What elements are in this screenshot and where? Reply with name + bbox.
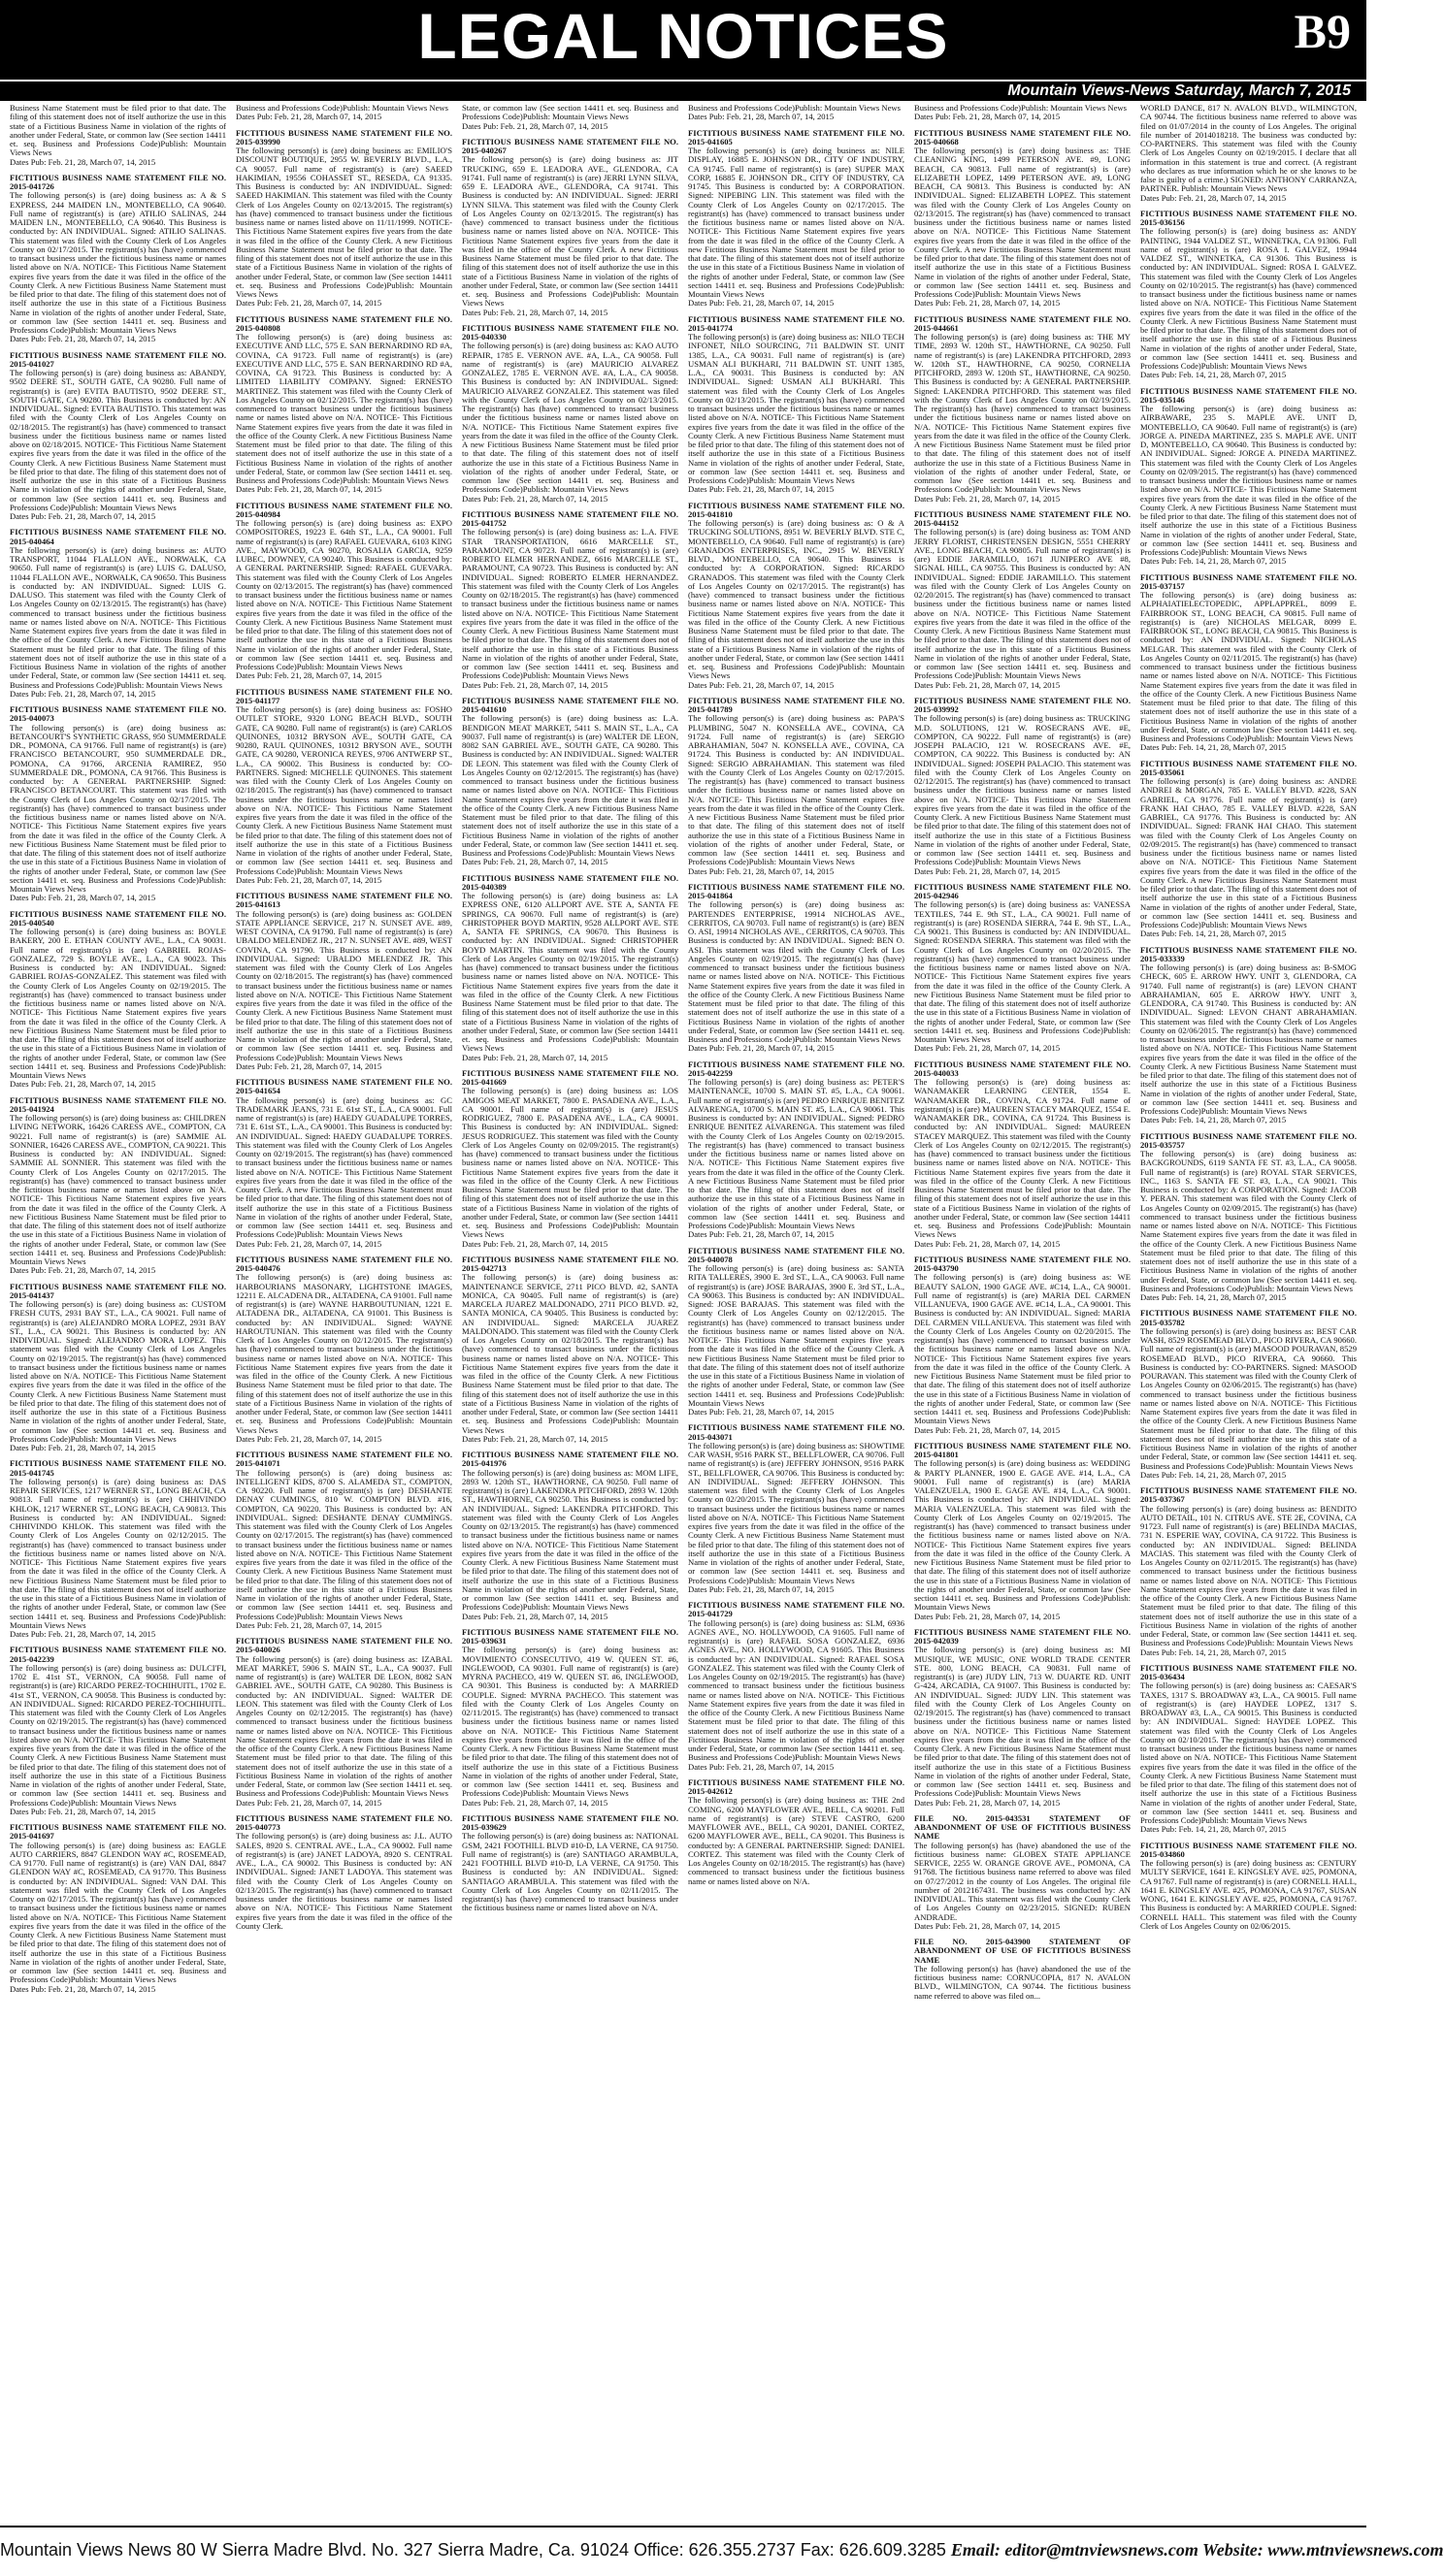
notice-publication-dates: Dates Pub: Feb. 21, 28, March 07, 14, 2015 (462, 857, 608, 867)
notice-body-text: The following person(s) is (are) doing business as: PETER'S MAINTENANCE, 10700 S. MAIN ST. #5, L.A., CA 90061. Full name of registrant(s) is (are) PEDRO ENRIQUE BENITEZ ALVARENGA, 10700 S. MAIN ST. #5, L.A., CA 90061. This Business is conducted by: AN INDIVIDUAL. Signed: PEDRO ENRIQUE BENITEZ ALVARENGA. This statement was filed with the County Clerk of Los Angeles County on 02/19/2015. The registrant(s) has (have) commenced to transact business under the fictitious business name or names listed above on N/A. NOTICE- This Fictitious Name Statement expires five years from the date it was filed in the office of the County Clerk. A new Fictitious Business Name Statement must be filed prior to that date. The filing of this statement does not of itself authorize the use in this state of a Fictitious Business Name in violation of the rights of another under Federal, State, or common law (See section 14411 et. seq. Business and Professions Code)Publish: Mountain Views News (688, 1077, 904, 1230)
legal-notice (1140, 1132, 1357, 1303)
legal-notice (914, 1628, 1131, 1808)
notice-heading: FICTITIOUS BUSINESS NAME STATEMENT FILE NO. 2015-042259 (688, 1059, 904, 1078)
notice-publication-dates: Dates Pub: Feb. 21, 28, March 07, 14, 2015 (688, 865, 835, 876)
notice-heading: FICTITIOUS BUSINESS NAME STATEMENT FILE NO. 2015-039629 (462, 1812, 678, 1832)
notice-heading: FICTITIOUS BUSINESS NAME STATEMENT FILE NO. 2015-041789 (688, 695, 904, 714)
legal-notice (462, 1069, 678, 1249)
notice-body-text: The following person(s) is (are) doing business as: EMILIO'S DISCOUNT BOUTIQUE, 2955 W. BEVERLY BLVD., L.A., CA 90057. Full name of registrant(s) is (are) SAEED HAKIMIAN, 19556 COHASSET ST., RESEDA, CA 91335. This Business is conducted by: AN INDIVIDUAL. Signed: SAEED HAKIMIAN. This statement was filed with the County Clerk of Los Angeles County on 02/13/2015. The registrant(s) has (have) commenced to transact business under the fictitious business name or names listed above on 11/11/1999. NOTICE- This Fictitious Name Statement expires five years from the date it was filed in the office of the County Clerk. A new Fictitious Business Name Statement must be filed prior to that date. The filing of this statement does not of itself authorize the use in this state of a Fictitious Business Name in violation of the rights of another under Federal, State, or common law (See section 14411 et. seq. Business and Professions Code)Publish: Mountain Views News (236, 146, 452, 299)
notice-publication-dates: Dates Pub: Feb. 21, 28, March 07, 14, 2015 (10, 511, 156, 521)
notice-body-text: The following person(s) is (are) doing business as: B-SMOG CHECK, 605 E. ARROW HWY. UNIT 3, GLENDORA, CA 91740. Full name of registrant(s) is (are) LEVON CHANT ABRAHAMIAN, 605 E. ARROW HWY. UNIT 3, GLENDORA, CA 91740. This Business is conducted by: AN INDIVIDUAL. Signed: LEVON CHANT ABRAHAMIAN. This statement was filed with the County Clerk of Los Angeles County on 02/06/2015. The registrant(s) has (have) commenced to transact business under the fictitious business name or names listed above on N/A. NOTICE- This Fictitious Name Statement expires five years from the date it was filed in the office of the County Clerk. A new Fictitious Business Name Statement must be filed prior to that date. The filing of this statement does not of itself authorize the use in this state of a Fictitious Business Name in violation of the rights of another under Federal, State, or common law (See section 14411 et. seq. Business and Professions Code)Publish: Mountain Views News (1140, 962, 1357, 1116)
notice-body-text: The following person(s) is (are) doing business as: KAO AUTO REPAIR, 1785 E. VERNON AVE. #A, L.A., CA 90058. Full name of registrant(s) is (are) MAURICIO ALVAREZ GONZALEZ, 1785 E. VERNON AVE. #A, L.A., CA 90058. This Business is conducted by: AN INDIVIDUAL. Signed: MAURICIO ALVAREZ GONZALEZ. This statement was filed with the County Clerk of Los Angeles County on 02/13/2015. The registrant(s) has (have) commenced to transact business under the fictitious business name or names listed above on N/A. NOTICE- This Fictitious Name Statement expires five years from the date it was filed in the office of the County Clerk. A new Fictitious Business Name Statement must be filed prior to that date. The filing of this statement does not of itself authorize the use in this state of a Fictitious Business Name in violation of the rights of another under Federal, State, or common law (See section 14411 et. seq. Business and Professions Code)Publish: Mountain Views News (462, 341, 678, 495)
legal-notice (914, 129, 1131, 309)
notice-publication-dates: Dates Pub: Feb. 21, 28, March 07, 14, 2015 (914, 493, 1061, 504)
notice-heading: FICTITIOUS BUSINESS NAME STATEMENT FILE NO. 2015-035782 (1140, 1308, 1357, 1327)
notice-heading: FICTITIOUS BUSINESS NAME STATEMENT FILE NO. 2015-040984 (236, 500, 452, 519)
legal-notice (462, 1814, 678, 1913)
legal-notice (236, 1255, 452, 1444)
notice-publication-dates: Dates Pub: Feb. 21, 28, March 07, 14, 2015 (914, 298, 1061, 309)
notice-body-text: The following person(s) is (are) doing business as: L.A. FIVE STAR TRANSPORTATION, 6616 MARCELLE ST., PARAMOUNT, CA 90723. Full name of registrant(s) is (are) ROBERTO ELMER HERNANDEZ, 6616 MARCELLE ST., PARAMOUNT, CA 90723. This Business is conducted by: AN INDIVIDUAL. Signed: ROBERTO ELMER HERNANDEZ. This statement was filed with the County Clerk of Los Angeles County on 02/18/2015. The registrant(s) has (have) commenced to transact business under the fictitious business name or names listed above on N/A. NOTICE- This Fictitious Name Statement expires five years from the date it was filed in the office of the County Clerk. A new Fictitious Business Name Statement must be filed prior to that date. The filing of this statement does not of itself authorize the use in this state of a Fictitious Business Name in violation of the rights of another under Federal, State, or common law (See section 14411 et. seq. Business and Professions Code)Publish: Mountain Views News (462, 527, 678, 681)
legal-notice (462, 510, 678, 690)
notice-publication-dates: Dates Pub: Feb. 14, 21, 28, March 07, 2015 (1140, 1824, 1287, 1835)
notice-publication-dates: Dates Pub: Feb. 21, 28, March 07, 14, 2015 (10, 334, 156, 344)
notice-heading: FILE NO. 2015-043900 STATEMENT OF ABANDONMENT OF USE OF FICTITIOUS BUSINESS NAME (914, 1937, 1131, 1965)
notice-body-text: The following person(s) is (are) doing business as: EXPO COMPOSITORES, 19223 E. 64th ST., L.A., CA 90001. Full name of registrant(s) is (are) RAFAEL GUEVARA, 6103 KING AVE., MAYWOOD, CA 90270, ROSALIA GARCIA, 9259 LUBEC, DOWNEY, CA 90240. This Business is conducted by: A GENERAL PARTNERSHIP. Signed: RAFAEL GUEVARA. This statement was filed with the County Clerk of Los Angeles County on 02/13/2015. The registrant(s) has (have) commenced to transact business under the fictitious business name or names listed above on N/A. NOTICE- This Fictitious Name Statement expires five years from the date it was filed in the office of the County Clerk. A new Fictitious Business Name Statement must be filed prior to that date. The filing of this statement does not of itself authorize the use in this state of a Fictitious Business Name in violation of the rights of another under Federal, State, or common law (See section 14411 et. seq. Business and Professions Code)Publish: Mountain Views News (236, 518, 452, 671)
legal-notice (10, 1646, 226, 1816)
notice-heading: FICTITIOUS BUSINESS NAME STATEMENT FILE NO. 2015-035146 (1140, 385, 1357, 405)
notice-publication-dates: Dates Pub: Feb. 21, 28, March 07, 14, 2015 (236, 1619, 382, 1630)
legal-notice (1140, 1486, 1357, 1657)
notice-body-text: The following person(s) is (are) doing business as: L.A. BENDIGON MEAT MARKET, 5411 S. MAIN ST., L.A., CA 90037. Full name of registrant(s) is (are) WALTER DE LEON, 8082 SAN GABRIEL AVE., SOUTH GATE, CA 90280. This Business is conducted by: AN INDIVIDUAL. Signed: WALTER DE LEON. This statement was filed with the County Clerk of Los Angeles County on 02/12/2015. The registrant(s) has (have) commenced to transact business under the fictitious business name or names listed above on N/A. NOTICE- This Fictitious Name Statement expires five years from the date it was filed in the office of the County Clerk. A new Fictitious Business Name Statement must be filed prior to that date. The filing of this statement does not of itself authorize the use in this state of a Fictitious Business Name in violation of the rights of another under Federal, State, or common law (See section 14411 et. seq. Business and Professions Code)Publish: Mountain Views News (462, 713, 678, 858)
legal-notice (914, 1255, 1131, 1435)
legal-notice (914, 315, 1131, 504)
notice-publication-dates: Dates Pub: Feb. 21, 28, March 07, 14, 2015 (462, 1611, 608, 1621)
notice-publication-dates: Dates Pub: Feb. 21, 28, March 07, 14, 2015 (688, 484, 835, 495)
notice-heading: FICTITIOUS BUSINESS NAME STATEMENT FILE NO. 2015-043071 (688, 1422, 904, 1442)
notice-body-text: Business and Professions Code)Publish: Mountain Views News (236, 103, 448, 113)
notice-body-text: The following person(s) is (are) doing business as: INTELLIGENT KIDS, 8700 S. ALAMEDA ST., COMPTON, CA 90220. Full name of registrant(s) is (are) DESHANTE DENAY CUMMINGS, 810 W. COMPTON BLVD. #16, COMPTON, CA 90220. This Business is conducted by: AN INDIVIDUAL. Signed: DESHANTE DENAY CUMMINGS. This statement was filed with the County Clerk of Los Angeles County on 02/17/2015. The registrant(s) has (have) commenced to transact business under the fictitious business name or names listed above on N/A. NOTICE- This Fictitious Name Statement expires five years from the date it was filed in the office of the County Clerk. A new Fictitious Business Name Statement must be filed prior to that date. The filing of this statement does not of itself authorize the use in this state of a Fictitious Business Name in violation of the rights of another under Federal, State, or common law (See section 14411 et. seq. Business and Professions Code)Publish: Mountain Views News (236, 1467, 452, 1621)
legal-notice (914, 510, 1131, 690)
legal-notice (914, 1938, 1131, 2001)
notice-publication-dates: Dates Pub: Feb. 14, 21, 28, March 07, 2015 (1140, 370, 1287, 380)
notice-publication-dates: Dates Pub: Feb. 21, 28, March 07, 14, 2015 (688, 1761, 835, 1772)
notice-publication-dates: Dates Pub: Feb. 21, 28, March 07, 14, 2015 (688, 1407, 835, 1417)
notice-heading: FICTITIOUS BUSINESS NAME STATEMENT FILE NO. 2015-040026 (236, 1636, 452, 1655)
notice-body-text: The following person(s) is (are) doing business as: THE MY TIME, 2893 W. 120th ST., HAWTHORNE, CA 90250. Full name of registrant(s) is (are) LAKENDRA PITCHFORD, 2893 W. 120th ST., HAWTHORNE, CA 90250, CORNELIA PITCHFORD, 2893 W. 120th ST., HAWTHORNE, CA 90250. This Business is conducted by: A GENERAL PARTNERSHIP. Signed: LAKENDRA PITCHFORD. This statement was filed with the County Clerk of Los Angeles County on 02/19/2015. The registrant(s) has (have) commenced to transact business under the fictitious business name or names listed above on N/A. NOTICE- This Fictitious Name Statement expires five years from the date it was filed in the office of the County Clerk. A new Fictitious Business Name Statement must be filed prior to that date. The filing of this statement does not of itself authorize the use in this state of a Fictitious Business Name in violation of the rights of another under Federal, State, or common law (See section 14411 et. seq. Business and Professions Code)Publish: Mountain Views News (914, 332, 1131, 495)
notice-heading: FICTITIOUS BUSINESS NAME STATEMENT FILE NO. 2015-042612 (688, 1777, 904, 1796)
notice-heading: FICTITIOUS BUSINESS NAME STATEMENT FILE NO. 2015-039990 (236, 127, 452, 147)
notice-body-text: The following person(s) is (are) doing business as: NATIONAL GSM, 2421 FOOTHILL BLVD #10-D, LA VERNE, CA 91750. Full name of registrant(s) is (are) SANTIAGO ARAMBULA, 2421 FOOTHILL BLVD #10-D, LA VERNE, CA 91750. This Business is conducted by: AN INDIVIDUAL. Signed: SANTIAGO ARAMBULA. This statement was filed with the County Clerk of Los Angeles County on 02/11/2015. The registrant(s) has (have) commenced to transact business under the fictitious business name or names listed above on N/A. (462, 1831, 678, 1913)
notice-body-text: The following person(s) is (are) doing business as: FOSHO OUTLET STORE, 9320 LONG BEACH BLVD., SOUTH GATE, CA 90280. Full name of registrant(s) is (are) CARLOS QUINONES, 10312 BRYSON AVE., SOUTH GATE, CA 90280, RAUL QUINONES, 10312 BRYSON AVE., SOUTH GATE, CA 90280, VERONICA REYES, 9706 ANTWERP ST., L.A., CA 90002. This Business is conducted by: CO-PARTNERS. Signed: MICHELLE QUINONES. This statement was filed with the County Clerk of Los Angeles County on 02/18/2015. The registrant(s) has (have) commenced to transact business under the fictitious business name or names listed above on N/A. NOTICE- This Fictitious Name Statement expires five years from the date it was filed in the office of the County Clerk. A new Fictitious Business Name Statement must be filed prior to that date. The filing of this statement does not of itself authorize the use in this state of a Fictitious Business Name in violation of the rights of another under Federal, State, or common law (See section 14411 et. seq. Business and Professions Code)Publish: Mountain Views News (236, 704, 452, 876)
legal-notice (1140, 760, 1357, 939)
notice-heading: FICTITIOUS BUSINESS NAME STATEMENT FILE NO. 2015-040540 (10, 908, 226, 928)
notice-publication-dates: Dates Pub: Feb. 21, 28, March 07, 14, 2015 (914, 1424, 1061, 1435)
notice-publication-dates: Dates Pub: Feb. 21, 28, March 07, 14, 2015 (236, 1797, 382, 1808)
legal-notice (688, 502, 904, 690)
legal-notice (688, 1060, 904, 1240)
notice-publication-dates: Dates Pub: Feb. 21, 28, March 07, 14, 2015 (462, 679, 608, 690)
notice-publication-dates: Dates Pub: Feb. 21, 28, March 07, 14, 2015 (462, 1797, 608, 1808)
notice-publication-dates: Dates Pub: Feb. 21, 28, March 07, 14, 2015 (236, 670, 382, 681)
notice-heading: FICTITIOUS BUSINESS NAME STATEMENT FILE NO. 2015-041810 (688, 500, 904, 519)
notice-heading: FICTITIOUS BUSINESS NAME STATEMENT FILE NO. 2015-043790 (914, 1254, 1131, 1273)
notice-body-text: The following person(s) is (are) doing business as: MAINTENANCE SERVICE, 2711 PICO BLVD. #2, SANTA MONICA, CA 90405. Full name of registrant(s) is (are) MARCELA JUAREZ MALDONADO, 2711 PICO BLVD. #2, SANTA MONICA, CA 90405. This Business is conducted by: AN INDIVIDUAL. Signed: MARCELA JUAREZ MALDONADO. This statement was filed with the County Clerk of Los Angeles County on 02/18/2015. The registrant(s) has (have) commenced to transact business under the fictitious business name or names listed above on N/A. NOTICE- This Fictitious Name Statement expires five years from the date it was filed in the office of the County Clerk. A new Fictitious Business Name Statement must be filed prior to that date. The filing of this statement does not of itself authorize the use in this state of a Fictitious Business Name in violation of the rights of another under Federal, State, or common law (See section 14411 et. seq. Business and Professions Code)Publish: Mountain Views News (462, 1272, 679, 1435)
legal-notice (462, 1255, 678, 1444)
notice-body-text: The following person(s) is (are) doing business as: DAS REPAIR SERVICES, 1217 WERNER ST., LONG BEACH, CA 90813. Full name of registrant(s) is (are) CHHIVINDO KHLOK, 1217 WERNER ST., LONG BEACH, CA 90813. This Business is conducted by: AN INDIVIDUAL. Signed: CHHIVINDO KHLOK. This statement was filed with the County Clerk of Los Angeles County on 02/12/2015. The registrant(s) has (have) commenced to transact business under the fictitious business name or names listed above on N/A. NOTICE- This Fictitious Name Statement expires five years from the date it was filed in the office of the County Clerk. A new Fictitious Business Name Statement must be filed prior to that date. The filing of this statement does not of itself authorize the use in this state of a Fictitious Business Name in violation of the rights of another under Federal, State, or common law (See section 14411 et. seq. Business and Professions Code)Publish: Mountain Views News (10, 1476, 226, 1630)
notice-publication-dates: Dates Pub: Feb. 21, 28, March 07, 14, 2015 (914, 1238, 1061, 1249)
notice-body-text: The following person(s) is (are) doing business as: ALPHAIATIELECTOPEDIC, APPLAPPREL, 8099 E. FAIRBROOK ST., LONG BEACH, CA 90815. Full name of registrant(s) is (are) NICHOLAS MELGAR, 8099 E. FAIRBROOK ST., LONG BEACH, CA 90815. This Business is conducted by: AN INDIVIDUAL. Signed: NICHOLAS MELGAR. This statement was filed with the County Clerk of Los Angeles County on 02/11/2015. The registrant(s) has (have) commenced to transact business under the fictitious business name or names listed above on N/A. NOTICE- This Fictitious Name Statement expires five years from the date it was filed in the office of the County Clerk. A new Fictitious Business Name Statement must be filed prior to that date. The filing of this statement does not of itself authorize the use in this state of a Fictitious Business Name in violation of the rights of another under Federal, State, or common law (See section 14411 et. seq. Business and Professions Code)Publish: Mountain Views News (1140, 590, 1357, 743)
notice-publication-dates: Dates Pub: Feb. 21, 28, March 07, 14, 2015 (462, 307, 608, 317)
notice-heading: FICTITIOUS BUSINESS NAME STATEMENT FILE NO. 2015-034860 (1140, 1840, 1357, 1859)
notice-publication-dates: Dates Pub: Feb. 21, 28, March 07, 14, 2015 (10, 1629, 156, 1639)
notice-body-text: The following person(s) is (are) doing business as: JIT TRUCKING, 659 E. LEADORA AVE., GLENDORA, CA 91741. Full name of registrant(s) is (are) JERRI LYNN SILVA, 659 E. LEADORA AVE., GLENDORA, CA 91741. This Business is conducted by: AN INDIVIDUAL. Signed: JERRI LYNN SILVA. This statement was filed with the County Clerk of Los Angeles County on 02/13/2015. The registrant(s) has (have) commenced to transact business under the fictitious business name or names listed above on N/A. NOTICE- This Fictitious Name Statement expires five years from the date it was filed in the office of the County Clerk. A new Fictitious Business Name Statement must be filed prior to that date. The filing of this statement does not of itself authorize the use in this state of a Fictitious Business Name in violation of the rights of another under Federal, State, or common law (See section 14411 et. seq. Business and Professions Code)Publish: Mountain Views News (462, 154, 678, 309)
legal-notice (236, 129, 452, 309)
notice-body-text: The following person(s) is (are) doing business as: BOYLE BAKERY, 200 E. ETHAN COUNTY AVE., L.A., CA 90031. Full name of registrant(s) is (are) GABRIEL ROJAS-GONZALEZ, 729 S. BOYLE AVE., L.A., CA 90023. This Business is conducted by: AN INDIVIDUAL. Signed: GABRIEL ROJAS-GONZALEZ. This statement was filed with the County Clerk of Los Angeles County on 02/19/2015. The registrant(s) has (have) commenced to transact business under the fictitious business name or names listed above on N/A. NOTICE- This Fictitious Name Statement expires five years from the date it was filed in the office of the County Clerk. A new Fictitious Business Name Statement must be filed prior to that date. The filing of this statement does not of itself authorize the use in this state of a Fictitious Business Name in violation of the rights of another under Federal, State, or common law (See section 14411 et. seq. Business and Professions Code)Publish: Mountain Views News (10, 927, 226, 1080)
notice-body-text: The following person(s) is (are) doing business as: MOVIMIENTO CONSECUTIVO, 419 W. QUEEN ST. #6, INGLEWOOD, CA 90301. Full name of registrant(s) is (are) MYRNA PACHECO, 419 W. QUEEN ST. #6, INGLEWOOD, CA 90301. This Business is conducted by: A MARRIED COUPLE. Signed: MYRNA PACHECO. This statement was filed with the County Clerk of Los Angeles County on 02/11/2015. The registrant(s) has (have) commenced to transact business under the fictitious business name or names listed above on N/A. NOTICE- This Fictitious Name Statement expires five years from the date it was filed in the office of the County Clerk. A new Fictitious Business Name Statement must be filed prior to that date. The filing of this statement does not of itself authorize the use in this state of a Fictitious Business Name in violation of the rights of another under Federal, State, or common law (See section 14411 et. seq. Business and Professions Code)Publish: Mountain Views News (462, 1645, 678, 1799)
notice-body-text: The following person(s) is (are) doing business as: THE CLEANING KING, 1499 PETERSON AVE. #9, LONG BEACH, CA 90813. Full name of registrant(s) is (are) ELIZABETH LOPEZ, 1499 PETERSON AVE. #9, LONG BEACH, CA 90813. This Business is conducted by: AN INDIVIDUAL. Signed: ELIZABETH LOPEZ. This statement was filed with the County Clerk of Los Angeles County on 02/13/2015. The registrant(s) has (have) commenced to transact business under the fictitious business name or names listed above on N/A. NOTICE- This Fictitious Name Statement expires five years from the date it was filed in the office of the County Clerk. A new Fictitious Business Name Statement must be filed prior to that date. The filing of this statement does not of itself authorize the use in this state of a Fictitious Business Name in violation of the rights of another under Federal, State, or common law (See section 14411 et. seq. Business and Professions Code)Publish: Mountain Views News (914, 146, 1131, 299)
legal-notice (462, 138, 678, 317)
notice-publication-dates: Dates Pub: Feb. 21, 28, March 07, 14, 2015 (236, 1433, 382, 1444)
notice-body-text: The following person(s) is (are) doing business as: BETANCOURT'S SYNTHETIC GRASS, 950 SUMMERDALE DR., POMONA, CA 91766. Full name of registrant(s) is (are) FRANCISCO BETANCOURT, 950 SUMMERDALE DR., POMONA, CA 91766, ARCENIA RAMIREZ, 950 SUMMERDALE DR., POMONA, CA 91766. This Business is conducted by: A GENERAL PARTNERSHIP. Signed: FRANCISCO BETANCOURT. This statement was filed with the County Clerk of Los Angeles County on 02/17/2015. The registrant(s) has (have) commenced to transact business under the fictitious business name or names listed above on N/A. NOTICE- This Fictitious Name Statement expires five years from the date it was filed in the office of the County Clerk. A new Fictitious Business Name Statement must be filed prior to that date. The filing of this statement does not of itself authorize the use in this state of a Fictitious Business Name in violation of the rights of another under Federal, State, or common law (See section 14411 et. seq. Business and Professions Code)Publish: Mountain Views News (10, 722, 226, 894)
legal-notice (914, 1060, 1131, 1249)
notice-heading: FICTITIOUS BUSINESS NAME STATEMENT FILE NO. 2015-041605 (688, 127, 904, 147)
notice-body-text: The following person(s) is (are) doing business as: IZABAL MEAT MARKET, 5906 S. MAIN ST., L.A., CA 90037. Full name of registrant(s) is (are) WALTER DE LEON, 8082 SAN GABRIEL AVE., SOUTH GATE, CA 90280. This Business is conducted by: AN INDIVIDUAL. Signed: WALTER DE LEON. This statement was filed with the County Clerk of Los Angeles County on 02/12/2015. The registrant(s) has (have) commenced to transact business under the fictitious business name or names listed above on N/A. NOTICE- This Fictitious Name Statement expires five years from the date it was filed in the office of the County Clerk. A new Fictitious Business Name Statement must be filed prior to that date. The filing of this statement does not of itself authorize the use in this state of a Fictitious Business Name in violation of the rights of another under Federal, State, or common law (See section 14411 et. seq. Business and Professions Code)Publish: Mountain Views News (236, 1653, 452, 1799)
notice-publication-dates: Dates Pub: Feb. 21, 28, March 07, 14, 2015 (236, 1060, 382, 1071)
notice-heading: FICTITIOUS BUSINESS NAME STATEMENT FILE NO. 2015-042946 (914, 881, 1131, 900)
notice-body-text: The following person(s) is (are) doing business as: NILO TECH INFONET, NILO SOURCING, 711 BALDWIN ST. UNIT 1385, L.A., CA 90031. Full name of registrant(s) is (are) USMAN ALI BUKHARI, 711 BALDWIN ST. UNIT 1385, L.A., CA 90031. This Business is conducted by: AN INDIVIDUAL. Signed: USMAN ALI BUKHARI. This statement was filed with the County Clerk of Los Angeles County on 02/13/2015. The registrant(s) has (have) commenced to transact business under the fictitious business name or names listed above on N/A. NOTICE- This Fictitious Name Statement expires five years from the date it was filed in the office of the County Clerk. A new Fictitious Business Name Statement must be filed prior to that date. The filing of this statement does not of itself authorize the use in this state of a Fictitious Business Name in violation of the rights of another under Federal, State, or common law (See section 14411 et. seq. Business and Professions Code)Publish: Mountain Views News (688, 332, 904, 485)
notice-heading: FICTITIOUS BUSINESS NAME STATEMENT FILE NO. 2015-041729 (688, 1600, 904, 1619)
notice-heading: FICTITIOUS BUSINESS NAME STATEMENT FILE NO. 2015-041726 (10, 172, 226, 191)
legal-notice (10, 1283, 226, 1453)
legal-notice (688, 1247, 904, 1418)
legal-notice (10, 705, 226, 903)
notice-heading: FICTITIOUS BUSINESS NAME STATEMENT FILE NO. 2015-040773 (236, 1812, 452, 1832)
notice-heading: FILE NO. 2015-043531 STATEMENT OF ABANDONMENT OF USE OF FICTITIOUS BUSINESS NAME (914, 1812, 1131, 1842)
notice-column (688, 104, 904, 2518)
notice-heading: FICTITIOUS BUSINESS NAME STATEMENT FILE NO. 2015-036434 (1140, 1662, 1357, 1681)
notice-publication-dates: Dates Pub: Feb. 14, 21, 28, March 07, 2015 (1140, 1292, 1287, 1302)
legal-notice (1140, 946, 1357, 1125)
notice-publication-dates: Dates Pub: Feb. 14, 21, 28, March 07, 2015 (1140, 1115, 1287, 1125)
notice-publication-dates: Dates Pub: Feb. 21, 28, March 07, 14, 2015 (10, 893, 156, 903)
notice-body-text: The following person(s) is (are) doing business as: HARBOURIANS MASONARY, LIGHTSTONE IMAGES, 12211 E. ALCADENA DR., ALTADENA, CA 91001. Full name of registrant(s) is (are) WAYNE HARBOUTUNIAN, 1221 E. ALTADENA DR., ALTADENA, CA 91001. This Business is conducted by: AN INDIVIDUAL. Signed: WAYNE HAROUTUNIAN. This statement was filed with the County Clerk of Los Angeles County on 02/12/2015. The registrant(s) has (have) commenced to transact business under the fictitious business name or names listed above on N/A. NOTICE- This Fictitious Name Statement expires five years from the date it was filed in the office of the County Clerk. A new Fictitious Business Name Statement must be filed prior to that date. The filing of this statement does not of itself authorize the use in this state of a Fictitious Business Name in violation of the rights of another under Federal, State, or common law (See section 14411 et. seq. Business and Professions Code)Publish: Mountain Views News (236, 1272, 452, 1435)
notice-column (914, 104, 1131, 2518)
legal-notice (1140, 104, 1357, 203)
notice-body-text: The following person(s) is (are) doing business as: BACKGROUNDS, 6119 SANTA FE ST. #3, L.A., CA 90058. Full name of registrant(s) is (are) ROYAL STAR SERVICES, INC., 1163 S. SANTA FE ST. #3, L.A., CA 90021. This Business is conducted by: A CORPORATION. Signed: JACOB Y. PERAN. This statement was filed with the County Clerk of Los Angeles County on 02/09/2015. The registrant(s) has (have) commenced to transact business under the fictitious business name or names listed above on N/A. NOTICE- This Fictitious Name Statement expires five years from the date it was filed in the office of the County Clerk. A new Fictitious Business Name Statement must be filed prior to that date. The filing of this statement does not of itself authorize the use in this state of a Fictitious Business Name in violation of the rights of another under Federal, State, or common law (See section 14411 et. seq. Business and Professions Code)Publish: Mountain Views News (1140, 1149, 1357, 1293)
notice-columns (10, 101, 1357, 2518)
notice-heading: FICTITIOUS BUSINESS NAME STATEMENT FILE NO. 2015-041610 (462, 695, 678, 714)
notice-heading: FICTITIOUS BUSINESS NAME STATEMENT FILE NO. 2015-041071 (236, 1450, 452, 1469)
notice-publication-dates: Dates Pub: Feb. 21, 28, March 07, 14, 2015 (236, 112, 382, 122)
notice-body-text: The following person(s) is (are) doing business as: ANDY PAINTING, 1944 VALDEZ ST., WINNETKA, CA 91306. Full name of registrant(s) is (are) ROSA I. GALVEZ, 19944 VALDEZ ST., WINNETKA, CA 91306. This Business is conducted by: AN INDIVIDUAL. Signed: ROSA I. GALVEZ. This statement was filed with the County Clerk of Los Angeles County on 02/10/2015. The registrant(s) has (have) commenced to transact business under the fictitious business name or names listed above on N/A. NOTICE- This Fictitious Name Statement expires five years from the date it was filed in the office of the County Clerk. A new Fictitious Business Name Statement must be filed prior to that date. The filing of this statement does not of itself authorize the use in this state of a Fictitious Business Name in violation of the rights of another under Federal, State, or common law (See section 14411 et. seq. Business and Professions Code)Publish: Mountain Views News (1140, 226, 1357, 371)
notice-heading: FICTITIOUS BUSINESS NAME STATEMENT FILE NO. 2015-037157 (1140, 571, 1357, 591)
notice-publication-dates: Dates Pub: Feb. 21, 28, March 07, 14, 2015 (688, 1583, 835, 1594)
notice-publication-dates: Dates Pub: Feb. 21, 28, March 07, 14, 2015 (236, 484, 382, 495)
page-number: B9 (1294, 4, 1351, 58)
notice-body-text: The following person(s) is (are) doing business as: SHOWTIME CAR WASH, 9516 PARK ST., BELLFLOWER, CA 90706. Full name of registrant(s) is (are) JEFFERY JOHNSON, 9516 PARK ST., BELLFLOWER, CA 90706. This Business is conducted by: AN INDIVIDUAL. Signed: JEFFERY JOHNSON. This statement was filed with the County Clerk of Los Angeles County on 02/20/2015. The registrant(s) has (have) commenced to transact business under the fictitious business name or names listed above on N/A. NOTICE- This Fictitious Name Statement expires five years from the date it was filed in the office of the County Clerk. A new Fictitious Business Name Statement must be filed prior to that date. The filing of this statement does not of itself authorize the use in this state of a Fictitious Business Name in violation of the rights of another under Federal, State, or common law (See section 14411 et. seq. Business and Professions Code)Publish: Mountain Views News (688, 1440, 904, 1585)
notice-heading: FICTITIOUS BUSINESS NAME STATEMENT FILE NO. 2015-042713 (462, 1254, 678, 1273)
paper-date-bar: Mountain Views-News Saturday, March 7, 2015 (0, 80, 1366, 101)
legal-notice (914, 883, 1131, 1054)
legal-notice (236, 502, 452, 681)
notice-publication-dates: Dates Pub: Feb. 14, 21, 28, March 07, 2015 (1140, 742, 1287, 753)
notice-body-text: The following person(s) is (are) doing business as: VANESSA TEXTILES, 744 E. 9th ST., L.A., CA 90021. Full name of registrant(s) is (are) ROSENDA SIERRA, 744 E. 9th ST., L.A., CA 90021. This Business is conducted by: AN INDIVIDUAL. Signed: ROSENDA SIERRA. This statement was filed with the County Clerk of Los Angeles County on 02/20/2015. The registrant(s) has (have) commenced to transact business under the fictitious business name or names listed above on N/A. NOTICE- This Fictitious Name Statement expires five years from the date it was filed in the office of the County Clerk. A new Fictitious Business Name Statement must be filed prior to that date. The filing of this statement does not of itself authorize the use in this state of a Fictitious Business Name in violation of the rights of another under Federal, State, or common law (See section 14411 et. seq. Business and Professions Code)Publish: Mountain Views News (914, 899, 1131, 1044)
notice-heading: FICTITIOUS BUSINESS NAME STATEMENT FILE NO. 2015-040476 (236, 1254, 452, 1273)
notice-body-text: The following person(s) is (are) doing business as: NILE DISPLAY, 16885 E. JOHNSON DR., CITY OF INDUSTRY, CA 91745. Full name of registrant(s) is (are) SUPER MAX CORP, 16885 E. JOHNSON DR., CITY OF INDUSTRY, CA 91745. This Business is conducted by: A CORPORATION. Signed: NIPEBING LIN. This statement was filed with the County Clerk of Los Angeles County on 02/17/2015. The registrant(s) has (have) commenced to transact business under the fictitious business name or names listed above on N/A. NOTICE- This Fictitious Name Statement expires five years from the date it was filed in the office of the County Clerk. A new Fictitious Business Name Statement must be filed prior to that date. The filing of this statement does not of itself authorize the use in this state of a Fictitious Business Name in violation of the rights of another under Federal, State, or common law (See section 14411 et. seq. Business and Professions Code)Publish: Mountain Views News (688, 146, 904, 299)
legal-notice (10, 910, 226, 1090)
notice-body-text: The following person(s) is (are) doing business as: O & A TRUCKING SOLUTIONS, 8951 W. BEVERLY BLVD. STE C, MONTEBELLO, CA 90640. Full name of registrant(s) is (are) GRANADOS ENTERPRISES, INC., 2915 W. BEVERLY BLVD., MONTEBELLO, CA 90640. This Business is conducted by: A CORPORATION. Signed: RICARDO GRANADOS. This statement was filed with the County Clerk of Los Angeles County on 02/17/2015. The registrant(s) has (have) commenced to transact business under the fictitious business name or names listed above on N/A. NOTICE- This Fictitious Name Statement expires five years from the date it was filed in the office of the County Clerk. A new Fictitious Business Name Statement must be filed prior to that date. The filing of this statement does not of itself authorize the use in this state of a Fictitious Business Name in violation of the rights of another under Federal, State, or common law (See section 14411 et. seq. Business and Professions Code)Publish: Mountain Views News (688, 518, 904, 681)
notice-heading: FICTITIOUS BUSINESS NAME STATEMENT FILE NO. 2015-039631 (462, 1626, 678, 1646)
notice-body-text: The following person(s) is (are) doing business as: TOM AND JERRY FLORIST, CHRISTENSEN DESIGN, 5551 CHERRY AVE., LONG BEACH, CA 90805. Full name of registrant(s) is (are) EDDIE JARAMILLO, 1671 JUNIPERO AVE #8, SIGNAL HILL, CA 90755. This Business is conducted by: AN INDIVIDUAL. Signed: EDDIE JARAMILLO. This statement was filed with the County Clerk of Los Angeles County on 02/20/2015. The registrant(s) has (have) commenced to transact business under the fictitious business name or names listed above on N/A. NOTICE- This Fictitious Name Statement expires five years from the date it was filed in the office of the County Clerk. A new Fictitious Business Name Statement must be filed prior to that date. The filing of this statement does not of itself authorize the use in this state of a Fictitious Business Name in violation of the rights of another under Federal, State, or common law (See section 14411 et. seq. Business and Professions Code)Publish: Mountain Views News (914, 527, 1131, 681)
notice-body-text: The following person(s) is (are) doing business as: WE BEAUTY SALON, 1900 GAGE AVE. #C14, L.A., CA 90001. Full name of registrant(s) is (are) MARIA DEL CARMEN VILLANUEVA, 1900 GAGE AVE. #C14, L.A., CA 90001. This Business is conducted by: AN INDIVIDUAL. Signed: MARIA DEL CARMEN VILLANUEVA. This statement was filed with the County Clerk of Los Angeles County on 02/20/2015. The registrant(s) has (have) commenced to transact business under the fictitious business name or names listed above on N/A. NOTICE- This Fictitious Name Statement expires five years from the date it was filed in the office of the County Clerk. A new Fictitious Business Name Statement must be filed prior to that date. The filing of this statement does not of itself authorize the use in this state of a Fictitious Business Name in violation of the rights of another under Federal, State, or common law (See section 14411 et. seq. Business and Professions Code)Publish: Mountain Views News (914, 1272, 1131, 1426)
legal-notice (236, 688, 452, 886)
legal-notice (688, 1778, 904, 1886)
notice-publication-dates: Dates Pub: Feb. 21, 28, March 07, 14, 2015 (10, 688, 156, 699)
notice-column (1140, 104, 1357, 2518)
notice-publication-dates: Dates Pub: Feb. 21, 28, March 07, 14, 2015 (462, 1433, 608, 1444)
legal-notice (10, 1823, 226, 1994)
notice-body-text: The following person(s) is (are) doing business as: MOM LIFE, 2893 W. 120th ST., HAWTHORNE, CA 90250. Full name of registrant(s) is (are) LAKENDRA PITCHFORD, 2893 W. 120th ST., HAWTHORNE, CA 90250. This Business is conducted by: AN INDIVIDUAL. Signed: LAKENDRA PITCHFORD. This statement was filed with the County Clerk of Los Angeles County on 02/13/2015. The registrant(s) has (have) commenced to transact business under the fictitious business name or names listed above on N/A. NOTICE- This Fictitious Name Statement expires five years from the date it was filed in the office of the County Clerk. A new Fictitious Business Name Statement must be filed prior to that date. The filing of this statement does not of itself authorize the use in this state of a Fictitious Business Name in violation of the rights of another under Federal, State, or common law (See section 14411 et. seq. Business and Professions Code)Publish: Mountain Views News (462, 1467, 678, 1613)
notice-publication-dates: Dates Pub: Feb. 21, 28, March 07, 14, 2015 (688, 112, 835, 122)
notice-column (10, 104, 226, 2518)
legal-notice (688, 104, 904, 122)
legal-notice (914, 697, 1131, 876)
legal-notice (10, 174, 226, 344)
notice-heading: FICTITIOUS BUSINESS NAME STATEMENT FILE NO. 2015-044661 (914, 313, 1131, 333)
legal-notice (1140, 1842, 1357, 1932)
notice-heading: FICTITIOUS BUSINESS NAME STATEMENT FILE NO. 2015-042239 (10, 1645, 226, 1664)
footer-contact: Email: editor@mtnviewsnews.com Website: www.mtnviewsnews.com (950, 2540, 1444, 2560)
masthead (0, 0, 1366, 80)
footer-address: Mountain Views News 80 W Sierra Madre Blvd. No. 327 Sierra Madre, Ca. 91024 Office: 626.355.2737 Fax: 626.609.3285 (0, 2540, 946, 2560)
notice-body-text: The following person(s) is (are) doing business as: EAGLE AUTO CARRIERS, 8847 GLENDON WAY #C, ROSEMEAD, CA 91770. Full name of registrant(s) is (are) VAN DAI, 8847 GLENDON WAY #C, ROSEMEAD, CA 91770. This Business is conducted by: AN INDIVIDUAL. Signed: VAN DAI. This statement was filed with the County Clerk of Los Angeles County on 02/17/2015. The registrant(s) has (have) commenced to transact business under the fictitious business name or names listed above on N/A. NOTICE- This Fictitious Name Statement expires five years from the date it was filed in the office of the County Clerk. A new Fictitious Business Name Statement must be filed prior to that date. The filing of this statement does not of itself authorize the use in this state of a Fictitious Business Name in violation of the rights of another under Federal, State, or common law (See section 14411 et. seq. Business and Professions Code)Publish: Mountain Views News (10, 1840, 226, 1985)
notice-publication-dates: Dates Pub: Feb. 21, 28, March 07, 14, 2015 (914, 1611, 1061, 1621)
notice-body-text: The following person(s) is (are) doing business as: SLM, 6936 AGNES AVE., NO. HOLLYWOOD, CA 91605. Full name of registrant(s) is (are) RAFAEL SOSA GONZALEZ, 6936 AGNES AVE., NO. HOLLYWOOD, CA 91605. This Business is conducted by: AN INDIVIDUAL. Signed: RAFAEL SOSA GONZALEZ. This statement was filed with the County Clerk of Los Angeles County on 02/19/2015. The registrant(s) has (have) commenced to transact business under the fictitious business name or names listed above on N/A. NOTICE- This Fictitious Name Statement expires five years from the date it was filed in the office of the County Clerk. A new Fictitious Business Name Statement must be filed prior to that date. The filing of this statement does not of itself authorize the use in this state of a Fictitious Business Name in violation of the rights of another under Federal, State, or common law (See section 14411 et. seq. Business and Professions Code)Publish: Mountain Views News (688, 1617, 904, 1763)
legal-notice (688, 1423, 904, 1594)
notice-body-text: The following person(s) is (are) doing business as: BEST CAR WASH, 8529 ROSEMEAD BLVD., PICO RIVERA, CA 90660. Full name of registrant(s) is (are) MASOOD POURAVAN, 8529 ROSEMEAD BLVD., PICO RIVERA, CA 90660. This Business is conducted by: CO-PARTNERS. Signed: MASOOD POURAVAN. This statement was filed with the County Clerk of Los Angeles County on 02/06/2015. The registrant(s) has (have) commenced to transact business under the fictitious business name or names listed above on N/A. NOTICE- This Fictitious Name Statement expires five years from the date it was filed in the office of the County Clerk. A new Fictitious Business Name Statement must be filed prior to that date. The filing of this statement does not of itself authorize the use in this state of a Fictitious Business Name in violation of the rights of another under Federal, State, or common law (See section 14411 et. seq. Business and Professions Code)Publish: Mountain Views News (1140, 1325, 1357, 1471)
legal-notice (688, 697, 904, 876)
notice-publication-dates: Dates Pub: Feb. 14, 21, 28, March 07, 2015 (1140, 1469, 1287, 1480)
notice-publication-dates: Dates Pub: Feb. 21, 28, March 07, 14, 2015 (10, 1265, 156, 1276)
legal-notice (10, 528, 226, 699)
notice-body-text: The following person(s) is (are) doing business as: LOS AMIGOS MEAT MARKET, 7800 E. PASADENA AVE., L.A., CA 90001. Full name of registrant(s) is (are) JESUS RODRIGUEZ, 7800 E. PASADENA AVE., L.A., CA 90001. This Business is conducted by: AN INDIVIDUAL. Signed: JESUS RODRIGUEZ. This statement was filed with the County Clerk of Los Angeles County on 02/09/2015. The registrant(s) has (have) commenced to transact business under the fictitious business name or names listed above on N/A. NOTICE- This Fictitious Name Statement expires five years from the date it was filed in the office of the County Clerk. A new Fictitious Business Name Statement must be filed prior to that date. The filing of this statement does not of itself authorize the use in this state of a Fictitious Business Name in violation of the rights of another under Federal, State, or common law (See section 14411 et. seq. Business and Professions Code)Publish: Mountain Views News (462, 1086, 678, 1240)
notice-heading: FICTITIOUS BUSINESS NAME STATEMENT FILE NO. 2015-037367 (1140, 1485, 1357, 1505)
notice-heading: FICTITIOUS BUSINESS NAME STATEMENT FILE NO. 2015-040330 (462, 322, 678, 342)
notice-body-text: The following person(s) is (are) doing business as: CHILDREN LIVING NETWORK, 16426 CARESS AVE., COMPTON, CA 90221. Full name of registrant(s) is (are) SAMMIE AL SONNIER, 16426 CARESS AVE., COMPTON, CA 90221. This Business is conducted by: AN INDIVIDUAL. Signed: SAMMIE AL SONNIER. This statement was filed with the County Clerk of Los Angeles County on 02/17/2015. The registrant(s) has (have) commenced to transact business under the fictitious business name or names listed above on N/A. NOTICE- This Fictitious Name Statement expires five years from the date it was filed in the office of the County Clerk. A new Fictitious Business Name Statement must be filed prior to that date. The filing of this statement does not of itself authorize the use in this state of a Fictitious Business Name in violation of the rights of another under Federal, State, or common law (See section 14411 et. seq. Business and Professions Code)Publish: Mountain Views News (10, 1113, 226, 1266)
notice-body-text: Business and Professions Code)Publish: Mountain Views News (688, 103, 901, 113)
notice-heading: FICTITIOUS BUSINESS NAME STATEMENT FILE NO. 2015-041437 (10, 1281, 226, 1300)
notice-body-text: The following person(s) is (are) doing business as: CENTURY MULTY SERVICE, 1641 E. KINGSLEY AVE. #25, POMONA, CA 91767. Full name of registrant(s) is (are) CORNELL HALL, 1641 E. KINGSLEY AVE. #25, POMONA, CA 91767, SUSAN WONG, 1641 E. KINGSLEY AVE. #25, POMONA, CA 91767. This Business is conducted by: A MARRIED COUPLE. Signed: CORNELL HALL. This statement was filed with the County Clerk of Los Angeles County on 02/06/2015. (1140, 1858, 1357, 1931)
notice-body-text: Business Name Statement must be filed prior to that date. The filing of this statement does not of itself authorize the use in this state of a Fictitious Business Name in violation of the rights of another under Federal, State, or common law (See section 14411 et. seq. Business and Professions Code)Publish: Mountain Views News (10, 103, 226, 158)
notice-heading: FICTITIOUS BUSINESS NAME STATEMENT FILE NO. 2015-041752 (462, 508, 678, 528)
notice-heading: FICTITIOUS BUSINESS NAME STATEMENT FILE NO. 2015-041613 (236, 891, 452, 910)
notice-publication-dates: Dates Pub: Feb. 21, 28, March 07, 14, 2015 (914, 679, 1061, 690)
notice-heading: FICTITIOUS BUSINESS NAME STATEMENT FILE NO. 2015-035061 (1140, 758, 1357, 777)
notice-heading: FICTITIOUS BUSINESS NAME STATEMENT FILE NO. 2015-041745 (10, 1458, 226, 1478)
notice-heading: FICTITIOUS BUSINESS NAME STATEMENT FILE NO. 2015-041177 (236, 686, 452, 705)
notice-heading: FICTITIOUS BUSINESS NAME STATEMENT FILE NO. 2015-039992 (914, 695, 1131, 714)
notice-heading: FICTITIOUS BUSINESS NAME STATEMENT FILE NO. 2015-040033 (914, 1059, 1131, 1078)
notice-publication-dates: Dates Pub: Feb. 21, 28, March 07, 14, 2015 (688, 298, 835, 309)
notice-publication-dates: Dates Pub: Feb. 21, 28, March 07, 14, 2015 (914, 112, 1061, 122)
legal-notice (462, 104, 678, 131)
notice-body-text: The following person(s) is (are) doing business as: MI MUSIQUE, WE MUSIC, ONE WORLD TRADE CENTER STE. 800, LONG BEACH, CA 90831. Full name of registrant(s) is (are) JUDY LIN, 713 W. DUARTE RD. UNIT G-424, ARCADIA, CA 91007. This Business is conducted by: AN INDIVIDUAL. Signed: JUDY LIN. This statement was filed with the County Clerk of Los Angeles County on 02/19/2015. The registrant(s) has (have) commenced to transact business under the fictitious business name or names listed above on N/A. NOTICE- This Fictitious Name Statement expires five years from the date it was filed in the office of the County Clerk. A new Fictitious Business Name Statement must be filed prior to that date. The filing of this statement does not of itself authorize the use in this state of a Fictitious Business Name in violation of the rights of another under Federal, State, or common law (See section 14411 et. seq. Business and Professions Code)Publish: Mountain Views News (914, 1645, 1131, 1799)
notice-column (236, 104, 452, 2518)
legal-notice (1140, 210, 1357, 380)
notice-body-text: The following person(s) is (are) doing business as: PAPA'S PLUMBING, 5047 N. KONSELLA AVE., COVINA, CA 91724. Full name of registrant(s) is (are) SERGIO ABRAHAMIAN, 5047 N. KONSELLA AVE., COVINA, CA 91724. This Business is conducted by: AN INDIVIDUAL. Signed: SERGIO ABRAHAMIAN. This statement was filed with the County Clerk of Los Angeles County on 02/17/2015. The registrant(s) has (have) commenced to transact business under the fictitious business name or names listed above on N/A. NOTICE- This Fictitious Name Statement expires five years from the date it was filed in the office of the County Clerk. A new Fictitious Business Name Statement must be filed prior to that date. The filing of this statement does not of itself authorize the use in this state of a Fictitious Business Name in violation of the rights of another under Federal, State, or common law (See section 14411 et. seq. Business and Professions Code)Publish: Mountain Views News (688, 713, 904, 867)
notice-body-text: The following person(s) is (are) doing business as: J.L. AUTO SALES, 8920 S. CENTRAL AVE., L.A., CA 90002. Full name of registrant(s) is (are) JANET LADOYA, 8920 S. CENTRAL AVE., L.A., CA 90002. This Business is conducted by: AN INDIVIDUAL. Signed: JANET LADOYA. This statement was filed with the County Clerk of Los Angeles County on 02/13/2015. The registrant(s) has (have) commenced to transact business under the fictitious business name or names listed above on N/A. NOTICE- This Fictitious Name Statement expires five years from the date it was filed in the office of the County Clerk. (236, 1831, 452, 1931)
notice-publication-dates: Dates Pub: Feb. 21, 28, March 07, 14, 2015 (236, 298, 382, 309)
notice-heading: FICTITIOUS BUSINESS NAME STATEMENT FILE NO. 2015-033339 (1140, 944, 1357, 963)
notice-column (462, 104, 678, 2518)
notice-publication-dates: Dates Pub: Feb. 21, 28, March 07, 14, 2015 (914, 865, 1061, 876)
notice-heading: FICTITIOUS BUSINESS NAME STATEMENT FILE NO. 2015-044152 (914, 508, 1131, 528)
legal-notice (1140, 1309, 1357, 1480)
notice-body-text: The following person(s) is (are) doing business as: PARTENDES ENTERPRISE, 19914 NICHOLAS AVE., CERRITOS, CA 90703. Full name of registrant(s) is (are) BEN O. ASI, 19914 NICHOLAS AVE., CERRITOS, CA 90703. This Business is conducted by: AN INDIVIDUAL. Signed: BEN O. ASI. This statement was filed with the County Clerk of Los Angeles County on 02/19/2015. The registrant(s) has (have) commenced to transact business under the fictitious business name or names listed above on N/A. NOTICE- This Fictitious Name Statement expires five years from the date it was filed in the office of the County Clerk. A new Fictitious Business Name Statement must be filed prior to that date. The filing of this statement does not of itself authorize the use in this state of a Fictitious Business Name in violation of the rights of another under Federal, State, or common law (See section 14411 et. seq. Business and Professions Code)Publish: Mountain Views News (688, 899, 904, 1044)
notice-publication-dates: Dates Pub: Feb. 21, 28, March 07, 14, 2015 (10, 156, 156, 167)
notice-heading: FICTITIOUS BUSINESS NAME STATEMENT FILE NO. 2015-040267 (462, 136, 678, 155)
notice-body-text: The following person(s) is (are) doing business as: LA EXPRESS ONE, 6120 ALLPORT AVE. STE A, SANTA FE SPRINGS, CA 90670. Full name of registrant(s) is (are) CHRISTOPHER BOYD MARTIN, 9528 ALLPORT AVE. STE A, SANTA FE SPRINGS, CA 90670. This Business is conducted by: AN INDIVIDUAL. Signed: CHRISTOPHER BOYD MARTIN. This statement was filed with the County Clerk of Los Angeles County on 02/19/2015. The registrant(s) has (have) commenced to transact business under the fictitious business name or names listed above on N/A. NOTICE- This Fictitious Name Statement expires five years from the date it was filed in the office of the County Clerk. A new Fictitious Business Name Statement must be filed prior to that date. The filing of this statement does not of itself authorize the use in this state of a Fictitious Business Name in violation of the rights of another under Federal, State, or common law (See section 14411 et. seq. Business and Professions Code)Publish: Mountain Views News (462, 891, 678, 1054)
notice-publication-dates: Dates Pub: Feb. 21, 28, March 07, 14, 2015 (10, 1806, 156, 1816)
notice-heading: FICTITIOUS BUSINESS NAME STATEMENT FILE NO. 2015-041697 (10, 1822, 226, 1842)
section-title: LEGAL NOTICES (417, 0, 949, 72)
notice-body-text: The following person(s) is (are) doing business as: WANAMAKER LEARNING CENTER, 1554 E. WANAMAKER DR., COVINA, CA 91724. Full name of registrant(s) is (are) MAUREEN STACEY MARQUEZ, 1554 E. WANAMAKER DR., COVINA, CA 91724. This Business is conducted by: AN INDIVIDUAL. Signed: MAUREEN STACEY MARQUEZ. This statement was filed with the County Clerk of Los Angeles County on 02/12/2015. The registrant(s) has (have) commenced to transact business under the fictitious business name or names listed above on N/A. NOTICE- This Fictitious Name Statement expires five years from the date it was filed in the office of the County Clerk. A new Fictitious Business Name Statement must be filed prior to that date. The filing of this statement does not of itself authorize the use in this state of a Fictitious Business Name in violation of the rights of another under Federal, State, or common law (See section 14411 et. seq. Business and Professions Code)Publish: Mountain Views News (914, 1077, 1131, 1240)
notice-publication-dates: Dates Pub: Feb. 14, 21, 28, March 07, 2015 (1140, 556, 1287, 567)
notice-publication-dates: Dates Pub: Feb. 21, 28, March 07, 14, 2015 (462, 1052, 608, 1062)
legal-notice (236, 104, 452, 122)
notice-body-text: The following person(s) is (are) doing business as: GOLDEN STATE APPLIANCE SERVICE, 217 N. SUNSET AVE. #89, WEST COVINA, CA 91790. Full name of registrant(s) is (are) UBALDO MELENDEZ JR., 217 N. SUNSET AVE. #89, WEST COVINA, CA 91790. This Business is conducted by: AN INDIVIDUAL. Signed: UBALDO MELENDEZ JR. This statement was filed with the County Clerk of Los Angeles County on 02/18/2015. The registrant(s) has (have) commenced to transact business under the fictitious business name or names listed above on N/A. NOTICE- This Fictitious Name Statement expires five years from the date it was filed in the office of the County Clerk. A new Fictitious Business Name Statement must be filed prior to that date. The filing of this statement does not of itself authorize the use in this state of a Fictitious Business Name in violation of the rights of another under Federal, State, or common law (See section 14411 et. seq. Business and Professions Code)Publish: Mountain Views News (236, 908, 452, 1062)
notice-heading: FICTITIOUS BUSINESS NAME STATEMENT FILE NO. 2015-040073 (10, 704, 226, 724)
notice-publication-dates: Dates Pub: Feb. 21, 28, March 07, 14, 2015 (462, 493, 608, 504)
notice-body-text: The following person(s) is (are) doing business as: SANTA RITA TALLERES, 3900 E. 3rd ST., L.A., CA 90063. Full name of registrant(s) is (are) JOSE BARAJAS, 3900 E. 3rd ST., L.A., CA 90063. This Business is conducted by: AN INDIVIDUAL. Signed: JOSE BARAJAS. This statement was filed with the County Clerk of Los Angeles County on 02/12/2015. The registrant(s) has (have) commenced to transact business under the fictitious business name or names listed above on N/A. NOTICE- This Fictitious Name Statement expires five years from the date it was filed in the office of the County Clerk. A new Fictitious Business Name Statement must be filed prior to that date. The filing of this statement does not of itself authorize the use in this state of a Fictitious Business Name in violation of the rights of another under Federal, State, or common law (See section 14411 et. seq. Business and Professions Code)Publish: Mountain Views News (688, 1263, 904, 1408)
legal-notice (688, 1601, 904, 1772)
notice-body-text: The following person(s) is (are) doing business as: DULCI'FI, 1702 E. 41st ST., VERNON, CA 90058. Full name of registrant(s) is (are) RICARDO PEREZ-TOCHIHUITL, 1702 E. 41st ST., VERNON, CA 90058. This Business is conducted by: AN INDIVIDUAL. Signed: RICARDO PEREZ-TOCHIHUITL. This statement was filed with the County Clerk of Los Angeles County on 02/19/2015. The registrant(s) has (have) commenced to transact business under the fictitious business name or names listed above on N/A. NOTICE- This Fictitious Name Statement expires five years from the date it was filed in the office of the County Clerk. A new Fictitious Business Name Statement must be filed prior to that date. The filing of this statement does not of itself authorize the use in this state of a Fictitious Business Name in violation of the rights of another under Federal, State, or common law (See section 14411 et. seq. Business and Professions Code)Publish: Mountain Views News (10, 1662, 226, 1808)
legal-notice (236, 892, 452, 1071)
legal-notice (1140, 1664, 1357, 1835)
notice-heading: FICTITIOUS BUSINESS NAME STATEMENT FILE NO. 2015-041924 (10, 1094, 226, 1114)
notice-body-text: The following person(s) is (are) doing business as: CAESAR'S TAXES, 1317 S. BROADWAY #3, L.A., CA 90015. Full name of registrant(s) is (are) HAYDEE LOPEZ, 1317 S. BROADWAY #3, L.A., CA 90015. This Business is conducted by: AN INDIVIDUAL. Signed: HAYDEE LOPEZ. This statement was filed with the County Clerk of Los Angeles County on 02/10/2015. The registrant(s) has (have) commenced to transact business under the fictitious business name or names listed above on N/A. NOTICE- This Fictitious Name Statement expires five years from the date it was filed in the office of the County Clerk. A new Fictitious Business Name Statement must be filed prior to that date. The filing of this statement does not of itself authorize the use in this state of a Fictitious Business Name in violation of the rights of another under Federal, State, or common law (See section 14411 et. seq. Business and Professions Code)Publish: Mountain Views News (1140, 1680, 1357, 1825)
notice-publication-dates: Dates Pub: Feb. 14, 21, 28, March 07, 2015 (1140, 929, 1287, 939)
notice-body-text: The following person(s) is (are) doing business as: ANDRE ANDREI & MORGAN, 785 E. VALLEY BLVD. #228, SAN GABRIEL, CA 91776. Full name of registrant(s) is (are) FRANK HAI CHAO, 785 E. VALLEY BLVD. #228, SAN GABRIEL, CA 91776. This Business is conducted by: AN INDIVIDUAL. Signed: FRANK HAI CHAO. This statement was filed with the County Clerk of Los Angeles County on 02/09/2015. The registrant(s) has (have) commenced to transact business under the fictitious business name or names listed above on N/A. NOTICE- This Fictitious Name Statement expires five years from the date it was filed in the office of the County Clerk. A new Fictitious Business Name Statement must be filed prior to that date. The filing of this statement does not of itself authorize the use in this state of a Fictitious Business Name in violation of the rights of another under Federal, State, or common law (See section 14411 et. seq. Business and Professions Code)Publish: Mountain Views News (1140, 776, 1357, 929)
notice-heading: FICTITIOUS BUSINESS NAME STATEMENT FILE NO. 2015-042039 (914, 1626, 1131, 1646)
notice-publication-dates: Dates Pub: Feb. 21, 28, March 07, 14, 2015 (688, 679, 835, 690)
legal-notice (236, 1814, 452, 1931)
notice-heading: FICTITIOUS BUSINESS NAME STATEMENT FILE NO. 2015-041669 (462, 1067, 678, 1087)
notice-publication-dates: Dates Pub: Feb. 21, 28, March 07, 14, 2015 (688, 1043, 835, 1054)
legal-notice (914, 1442, 1131, 1621)
legal-notice (236, 1637, 452, 1808)
notice-heading: FICTITIOUS BUSINESS NAME STATEMENT FILE NO. 2015-040078 (688, 1245, 904, 1264)
legal-notice (10, 1096, 226, 1276)
notice-body-text: WORLD DANCE, 817 N. AVALON BLVD., WILMINGTON, CA 90744. The fictitious business name referred to above was filed on 01/07/2014 in the county of Los Angeles. The original file number of 2014018218. The business was conducted by: CO-PARTNERS. This statement was filed with the County Clerk of Los Angeles County on 02/19/2015. I declare that all information in this statement is true and correct. (A registrant who declares as true information which he or she knows to be false is guilty of a crime.) SIGNED: ANTHONY CARRANZA, PARTNER. Publish: Mountain Views News (1140, 103, 1357, 194)
notice-publication-dates: Dates Pub: Feb. 21, 28, March 07, 14, 2015 (914, 1043, 1061, 1054)
legal-notice (688, 883, 904, 1054)
notice-publication-dates: Dates Pub: Feb. 21, 28, March 07, 14, 2015 (462, 1238, 608, 1249)
legal-notice (688, 315, 904, 495)
notice-heading: FICTITIOUS BUSINESS NAME STATEMENT FILE NO. 2015-041774 (688, 313, 904, 333)
notice-heading: FICTITIOUS BUSINESS NAME STATEMENT FILE NO. 2015-036156 (1140, 208, 1357, 227)
legal-notice (462, 1451, 678, 1621)
notice-publication-dates: Dates Pub: Feb. 21, 28, March 07, 14, 2015 (914, 1797, 1061, 1808)
notice-body-text: Business and Professions Code)Publish: Mountain Views News (914, 103, 1127, 113)
notice-publication-dates: Dates Pub: Feb. 14, 21, 28, March 07, 2015 (1140, 1647, 1287, 1657)
notice-heading: FICTITIOUS BUSINESS NAME STATEMENT FILE NO. 2015-041801 (914, 1440, 1131, 1459)
legal-notice (236, 1078, 452, 1249)
notice-heading: FICTITIOUS BUSINESS NAME STATEMENT FILE NO. 2015-035757 (1140, 1130, 1357, 1150)
notice-body-text: The following person(s) has (have) abandoned the use of the fictitious business name: GLOBEX STATE APPLIANCE SERVICE, 2255 W. ORANGE GROVE AVE., POMONA, CA 91768. The fictitious business name referred to above was filed on 07/27/2012 in the county of Los Angeles. The original file number of 2012167431. The business was conducted by: AN INDIVIDUAL. This statement was filed with the County Clerk of Los Angeles County on 02/23/2015. SIGNED: RUBEN ANDRADE. (914, 1840, 1131, 1922)
notice-body-text: The following person(s) is (are) doing business as: ABANDY, 9502 DEERE ST., SOUTH GATE, CA 90280. Full name of registrant(s) is (are) EVITA BAUTISTO, 9502 DEERE ST., SOUTH GATE, CA 90280. This Business is conducted by: AN INDIVIDUAL. Signed: EVITA BAUTISTO. This statement was filed with the County Clerk of Los Angeles County on 02/18/2015. The registrant(s) has (have) commenced to transact business under the fictitious business name or names listed above on 02/18/2015. NOTICE- This Fictitious Name Statement expires five years from the date it was filed in the office of the County Clerk. A new Fictitious Business Name Statement must be filed prior to that date. The filing of this statement does not of itself authorize the use in this state of a Fictitious Business Name in violation of the rights of another under Federal, State, or common law (See section 14411 et. seq. Business and Professions Code)Publish: Mountain Views News (10, 368, 226, 512)
notice-body-text: State, or common law (See section 14411 et. seq. Business and Professions Code)Publish: Mountain Views News (462, 103, 678, 122)
notice-publication-dates: Dates Pub: Feb. 21, 28, March 07, 14, 2015 (10, 1443, 156, 1452)
notice-body-text: The following person(s) is (are) doing business as: AUTO TRANSPORT, 11044 FLALLON AVE., NORWALK, CA 90650. Full name of registrant(s) is (are) LUIS G. DALUSO, 11044 FLALLON AVE., NORWALK, CA 90650. This Business is conducted by: AN INDIVIDUAL. Signed: LUIS G. DALUSO. This statement was filed with the County Clerk of Los Angeles County on 02/13/2015. The registrant(s) has (have) commenced to transact business under the fictitious business name or names listed above on N/A. NOTICE- This Fictitious Name Statement expires five years from the date it was filed in the office of the County Clerk. A new Fictitious Business Name Statement must be filed prior to that date. The filing of this statement does not of itself authorize the use in this state of a Fictitious Business Name in violation of the rights of another under Federal, State, or common law (See section 14411 et. seq. Business and Professions Code)Publish: Mountain Views News (10, 544, 226, 690)
legal-notice (10, 104, 226, 167)
notice-publication-dates: Dates Pub: Feb. 21, 28, March 07, 14, 2015 (688, 1229, 835, 1240)
legal-notice (1140, 387, 1357, 567)
notice-heading: FICTITIOUS BUSINESS NAME STATEMENT FILE NO. 2015-041976 (462, 1450, 678, 1469)
notice-body-text: The following person(s) is (are) doing business as: THE 2nd COMING, 6200 MAYFLOWER AVE., BELL, CA 90201. Full name of registrant(s) is (are) STEVE CASTRO, 6200 MAYFLOWER AVE., BELL, CA 90201, DANIEL CORTEZ, 6200 MAYFLOWER AVE., BELL, CA 90201. This Business is conducted by: A GENERAL PARTNERSHIP. Signed: DANIEL CORTEZ. This statement was filed with the County Clerk of Los Angeles County on 02/18/2015. The registrant(s) has (have) commenced to transact business under the fictitious business name or names listed above on N/A. (688, 1795, 904, 1886)
legal-notice (10, 1459, 226, 1639)
notice-body-text: The following person(s) is (are) doing business as: WEDDING & PARTY PLANNER, 1900 E. GAGE AVE. #14, L.A., CA 90001. Full name of registrant(s) is (are) MARIA VALENZUELA, 1900 E. GAGE AVE. #14, L.A., CA 90001. This Business is conducted by: AN INDIVIDUAL. Signed: MARIA VALENZUELA. This statement was filed with the County Clerk of Los Angeles County on 02/19/2015. The registrant(s) has (have) commenced to transact business under the fictitious business name or names listed above on N/A. NOTICE- This Fictitious Name Statement expires five years from the date it was filed in the office of the County Clerk. A new Fictitious Business Name Statement must be filed prior to that date. The filing of this statement does not of itself authorize the use in this state of a Fictitious Business Name in violation of the rights of another under Federal, State, or common law (See section 14411 et. seq. Business and Professions Code)Publish: Mountain Views News (914, 1458, 1131, 1613)
notice-body-text: The following person(s) is (are) doing business as: AIRBAWARE, 235 S. MAPLE AVE. UNIT D, MONTEBELLO, CA 90640. Full name of registrant(s) is (are) JORGE A. PINEDA MARTINEZ, 235 S. MAPLE AVE. UNIT D, MONTEBELLO, CA 90640. This Business is conducted by: AN INDIVIDUAL. Signed: JORGE A. PINEDA MARTINEZ. This statement was filed with the County Clerk of Los Angeles County on 02/09/2015. The registrant(s) has (have) commenced to transact business under the fictitious business name or names listed above on N/A. NOTICE- This Fictitious Name Statement expires five years from the date it was filed in the office of the County Clerk. A new Fictitious Business Name Statement must be filed prior to that date. The filing of this statement does not of itself authorize the use in this state of a Fictitious Business Name in violation of the rights of another under Federal, State, or common law (See section 14411 et. seq. Business and Professions Code)Publish: Mountain Views News (1140, 404, 1357, 557)
notice-heading: FICTITIOUS BUSINESS NAME STATEMENT FILE NO. 2015-040389 (462, 872, 678, 892)
legal-notice (236, 315, 452, 495)
notice-publication-dates: Dates Pub: Feb. 21, 28, March 07, 14, 2015 (236, 1238, 382, 1249)
page-footer (0, 2526, 1444, 2576)
legal-notice (1140, 573, 1357, 753)
notice-heading: FICTITIOUS BUSINESS NAME STATEMENT FILE NO. 2015-041027 (10, 349, 226, 369)
legal-notice (462, 1628, 678, 1808)
notice-body-text: The following person(s) has (have) abandoned the use of the fictitious business name: CORNUCOPIA, 817 N. AVALON BLVD., WILMINGTON, CA 90744. The fictitious business name referred to above was filed on... (914, 1963, 1131, 2001)
legal-notice (462, 874, 678, 1062)
legal-notice (914, 104, 1131, 122)
notice-publication-dates: Dates Pub: Feb. 21, 28, March 07, 14, 2015 (462, 120, 608, 131)
legal-notice (236, 1451, 452, 1630)
notice-body-text: The following person(s) is (are) doing business as: BENDITO AUTO DETAIL, 101 N. CITRUS AVE. STE 2E, COVINA, CA 91723. Full name of registrant(s) is (are) BELINDA MACIAS, 731 N. ESPERIE WAY, COVINA, CA 91722. This Business is conducted by: AN INDIVIDUAL. Signed: BELINDA MACIAS. This statement was filed with the County Clerk of Los Angeles County on 02/11/2015. The registrant(s) has (have) commenced to transact business under the fictitious business name or names listed above on N/A. NOTICE- This Fictitious Name Statement expires five years from the date it was filed in the office of the County Clerk. A new Fictitious Business Name Statement must be filed prior to that date. The filing of this statement does not of itself authorize the use in this state of a Fictitious Business Name in violation of the rights of another under Federal, State, or common law (See section 14411 et. seq. Business and Professions Code)Publish: Mountain Views News (1140, 1503, 1357, 1648)
notice-publication-dates: Dates Pub: Feb. 21, 28, March 07, 14, 2015 (10, 1079, 156, 1090)
notice-publication-dates: Dates Pub: Feb. 21, 28, March 07, 14, 2015 (10, 1983, 156, 1994)
legal-notice (914, 1814, 1131, 1931)
legal-notice (462, 324, 678, 504)
legal-notice (462, 697, 678, 867)
notice-heading: FICTITIOUS BUSINESS NAME STATEMENT FILE NO. 2015-041654 (236, 1077, 452, 1096)
notice-heading: FICTITIOUS BUSINESS NAME STATEMENT FILE NO. 2015-040808 (236, 313, 452, 333)
notice-publication-dates: Dates Pub: Feb. 21, 28, March 07, 14, 2015 (236, 874, 382, 885)
notice-heading: FICTITIOUS BUSINESS NAME STATEMENT FILE NO. 2015-041864 (688, 881, 904, 900)
legal-notice (10, 351, 226, 522)
notice-body-text: The following person(s) is (are) doing business as: EXECUTIVE AND LLC, 575 E. SAN BERNARDINO RD #A, COVINA, CA 91723. Full name of registrant(s) is (are) EXECUTIVE AND LLC, 575 E. SAN BERNARDINO RD #A, COVINA, CA 91723. This Business is conducted by: A LIMITED LIABILITY COMPANY. Signed: ERNESTO MARTINEZ. This statement was filed with the County Clerk of Los Angeles County on 02/12/2015. The registrant(s) has (have) commenced to transact business under the fictitious business name or names listed above on N/A. NOTICE- This Fictitious Name Statement expires five years from the date it was filed in the office of the County Clerk. A new Fictitious Business Name Statement must be filed prior to that date. The filing of this statement does not of itself authorize the use in this state of a Fictitious Business Name in violation of the rights of another under Federal, State, or common law (See section 14411 et. seq. Business and Professions Code)Publish: Mountain Views News (236, 332, 452, 485)
notice-body-text: The following person(s) is (are) doing business as: TRUCKING M.D. SOLUTIONS, 121 W. ROSECRANS AVE. #E, COMPTON, CA 90222. Full name of registrant(s) is (are) JOSEPH PALACIO, 121 W. ROSECRANS AVE. #E, COMPTON, CA 90222. This Business is conducted by: AN INDIVIDUAL. Signed: JOSEPH PALACIO. This statement was filed with the County Clerk of Los Angeles County on 02/12/2015. The registrant(s) has (have) commenced to transact business under the fictitious business name or names listed above on N/A. NOTICE- This Fictitious Name Statement expires five years from the date it was filed in the office of the County Clerk. A new Fictitious Business Name Statement must be filed prior to that date. The filing of this statement does not of itself authorize the use in this state of a Fictitious Business Name in violation of the rights of another under Federal, State, or common law (See section 14411 et. seq. Business and Professions Code)Publish: Mountain Views News (914, 713, 1131, 867)
notice-body-text: The following person(s) is (are) doing business as: GC TRADEMARK JEANS, 731 E. 61st ST., L.A., CA 90001. Full name of registrant(s) is (are) HAEDY GUADALUPE TORRES, 731 E. 61st ST., L.A., CA 90001. This Business is conducted by: AN INDIVIDUAL. Signed: HAEDY GUADALUPE TORRES. This statement was filed with the County Clerk of Los Angeles County on 02/19/2015. The registrant(s) has (have) commenced to transact business under the fictitious business name or names listed above on N/A. NOTICE- This Fictitious Name Statement expires five years from the date it was filed in the office of the County Clerk. A new Fictitious Business Name Statement must be filed prior to that date. The filing of this statement does not of itself authorize the use in this state of a Fictitious Business Name in violation of the rights of another under Federal, State, or common law (See section 14411 et. seq. Business and Professions Code)Publish: Mountain Views News (236, 1094, 452, 1240)
notice-heading: FICTITIOUS BUSINESS NAME STATEMENT FILE NO. 2015-040464 (10, 527, 226, 546)
legal-notice (688, 129, 904, 309)
notice-heading: FICTITIOUS BUSINESS NAME STATEMENT FILE NO. 2015-040668 (914, 127, 1131, 147)
notice-body-text: The following person(s) is (are) doing business as: A & S EXPRESS, 244 MAIDEN LN., MONTEBELLO, CA 90640. Full name of registrant(s) is (are) ATILIO SALINAS, 244 MAIDEN LN., MONTEBELLO, CA 90640. This Business is conducted by: AN INDIVIDUAL. Signed: ATILIO SALINAS. This statement was filed with the County Clerk of Los Angeles County on 02/17/2015. The registrant(s) has (have) commenced to transact business under the fictitious business name or names listed above on N/A. NOTICE- This Fictitious Name Statement expires five years from the date it was filed in the office of the County Clerk. A new Fictitious Business Name Statement must be filed prior to that date. The filing of this statement does not of itself authorize the use in this state of a Fictitious Business Name in violation of the rights of another under Federal, State, or common law (See section 14411 et. seq. Business and Professions Code)Publish: Mountain Views News (10, 190, 226, 335)
notice-publication-dates: Dates Pub: Feb. 21, 28, March 07, 14, 2015 (914, 1920, 1061, 1931)
notice-body-text: The following person(s) is (are) doing business as: CUSTOM FRESH CUTS, 2931 BAY ST., L.A., CA 90021. Full name of registrant(s) is (are) ALEJANDRO MORA LOPEZ, 2931 BAY ST., L.A., CA 90021. This Business is conducted by: AN INDIVIDUAL. Signed: ALEJANDRO MORA LOPEZ. This statement was filed with the County Clerk of Los Angeles County on 02/19/2015. The registrant(s) has (have) commenced to transact business under the fictitious business name or names listed above on N/A. NOTICE- This Fictitious Name Statement expires five years from the date it was filed in the office of the County Clerk. A new Fictitious Business Name Statement must be filed prior to that date. The filing of this statement does not of itself authorize the use in this state of a Fictitious Business Name in violation of the rights of another under Federal, State, or common law (See section 14411 et. seq. Business and Professions Code)Publish: Mountain Views News (10, 1299, 226, 1444)
notice-publication-dates: Dates Pub: Feb. 21, 28, March 07, 14, 2015 (1140, 192, 1287, 203)
